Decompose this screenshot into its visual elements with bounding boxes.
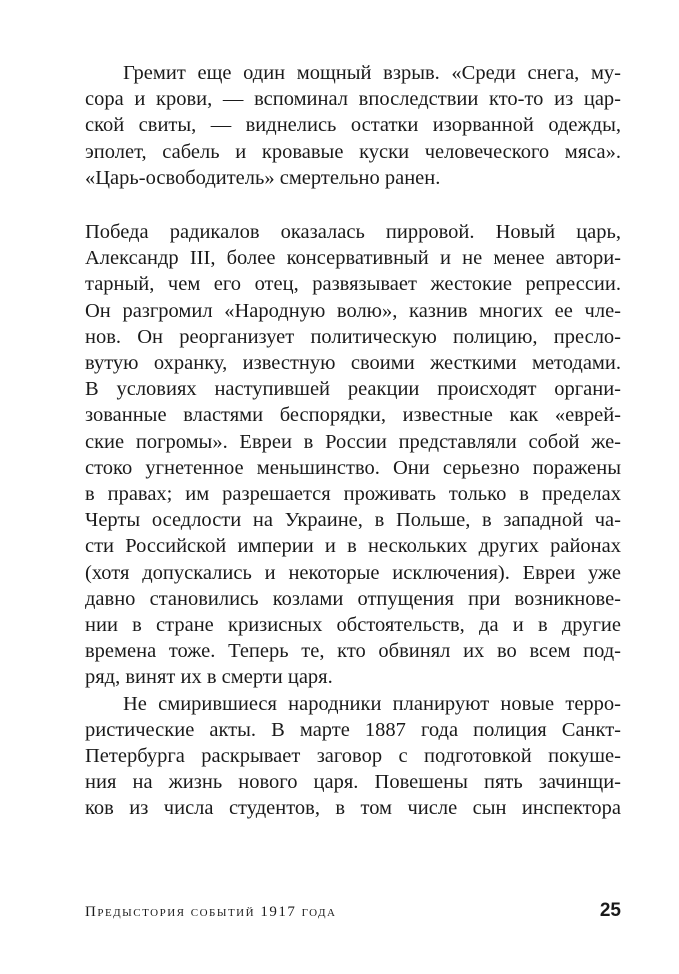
text-line: Черты оседлости на Украине, в Польше, в западной ча- bbox=[85, 509, 621, 532]
text-line: «Царь-освободитель» смертельно ранен. bbox=[85, 166, 441, 189]
section-break bbox=[85, 191, 621, 219]
text-line: тарный, чем его отец, развязывает жестокие репрессии. bbox=[85, 273, 621, 296]
text-line: ков из числа студентов, в том числе сын инспектора bbox=[85, 797, 621, 820]
text-line: Петербурга раскрывает заговор с подготовкой покуше- bbox=[85, 745, 621, 768]
page-footer bbox=[85, 900, 621, 924]
text-line: вутую охранку, известную своими жесткими методами. bbox=[85, 352, 621, 375]
text-line: ские погромы». Евреи в России представляли собой же- bbox=[85, 430, 621, 453]
text-line: В условиях наступившей реакции происходят органи- bbox=[85, 378, 621, 401]
text-line: Гремит еще один мощный взрыв. «Среди снега, му- bbox=[123, 62, 621, 84]
text-line: нии в стране кризисных обстоятельств, да и в другие bbox=[85, 614, 621, 637]
page-body bbox=[85, 60, 621, 822]
text-line: ряд, винят их в смерти царя. bbox=[85, 666, 333, 689]
text-line: времена тоже. Теперь те, кто обвинял их во всем под- bbox=[85, 640, 621, 663]
text-line: зованные властями беспорядки, известные как «еврей- bbox=[85, 404, 621, 427]
text-line: Победа радикалов оказалась пирровой. Новый царь, bbox=[85, 221, 621, 244]
text-line: ской свиты, — виднелись остатки изорванной одежды, bbox=[85, 114, 621, 137]
text-line: Александр III, более консервативный и не менее автори- bbox=[85, 247, 621, 270]
text-line: (хотя допускались и некоторые исключения). Евреи уже bbox=[85, 561, 621, 584]
text-line: в правах; им разрешается проживать только в пределах bbox=[85, 483, 621, 506]
text-line: ристические акты. В марте 1887 года полиция Санкт- bbox=[85, 718, 621, 741]
paragraph-2 bbox=[85, 219, 621, 691]
text-line: стоко угнетенное меньшинство. Они серьезно поражены bbox=[85, 456, 621, 479]
text-line: ния на жизнь нового царя. Повешены пять зачинщи- bbox=[85, 771, 621, 794]
running-title: Предыстория событий 1917 года bbox=[85, 904, 337, 920]
paragraph-1 bbox=[85, 60, 621, 191]
text-line: нов. Он реорганизует политическую полицию, пресло- bbox=[85, 325, 621, 348]
text-line: давно становились козлами отпущения при возникнове- bbox=[85, 587, 621, 610]
text-line: Не смирившиеся народники планируют новые терро- bbox=[123, 692, 621, 715]
text-line: сти Российской империи и в нескольких других районах bbox=[85, 535, 621, 558]
text-line: эполет, сабель и кровавые куски человеческого мяса». bbox=[85, 140, 621, 163]
text-line: Он разгромил «Народную волю», казнив многих ее чле- bbox=[85, 299, 621, 322]
page-number: 25 bbox=[599, 900, 621, 921]
paragraph-3 bbox=[85, 691, 621, 822]
text-line: сора и крови, — вспоминал впоследствии кто-то из цар- bbox=[85, 88, 621, 111]
